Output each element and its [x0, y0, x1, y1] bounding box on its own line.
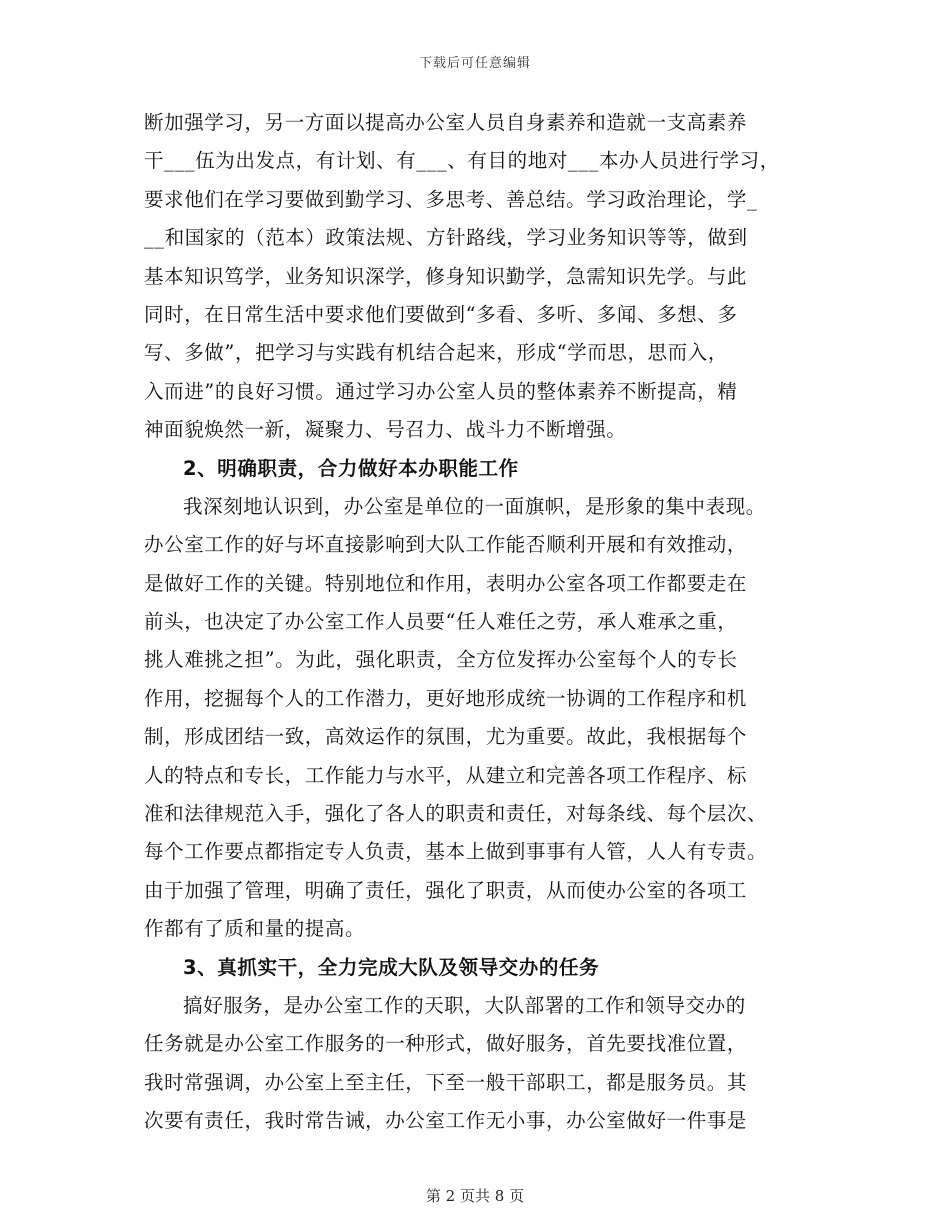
paragraph-line: 断加强学习，另一方面以提高办公室人员自身素养和造就一支高素养	[144, 111, 748, 134]
paragraph-line: 基本知识笃学，业务知识深学，修身知识勤学，急需知识先学。与此	[144, 264, 748, 288]
paragraph-line: 我深刻地认识到，办公室是单位的一面旗帜，是形象的集中表现。	[183, 494, 766, 518]
paragraph-line: 每个工作要点都指定专人负责，基本上做到事事有人管，人人有专责。	[144, 840, 768, 864]
paragraph-line: __和国家的（范本）政策法规、方针路线，学习业务知识等等，做到	[144, 226, 748, 250]
paragraph-line: 干___伍为出发点，有计划、有___、有目的地对___本办人员进行学习，	[144, 149, 780, 173]
section-heading: 2、明确职责，合力做好本办职能工作	[183, 456, 519, 480]
paragraph-line: 挑人难挑之担”。为此，强化职责，全方位发挥办公室每个人的专长	[144, 648, 738, 672]
paragraph-line: 前头，也决定了办公室工作人员要“任人难任之劳，承人难承之重，	[144, 610, 738, 634]
paragraph-line: 任务就是办公室工作服务的一种形式，做好服务，首先要找准位置，	[144, 1032, 748, 1056]
paragraph-line: 要求他们在学习要做到勤学习、多思考、善总结。学习政治理论，学_	[144, 187, 758, 211]
paragraph-line: 办公室工作的好与坏直接影响到大队工作能否顺利开展和有效推动，	[144, 533, 748, 557]
paragraph-line: 同时，在日常生活中要求他们要做到“多看、多听、多闻、多想、多	[144, 302, 738, 326]
paragraph-line: 搞好服务，是办公室工作的天职，大队部署的工作和领导交办的	[183, 993, 746, 1017]
paragraph-line: 是做好工作的关键。特别地位和作用，表明办公室各项工作都要走在	[144, 571, 748, 595]
paragraph-line: 准和法律规范入手，强化了各人的职责和责任，对每条线、每个层次、	[144, 802, 768, 826]
paragraph-line: 我时常强调，办公室上至主任，下至一般干部职工，都是服务员。其	[144, 1070, 748, 1094]
paragraph-line: 作都有了质和量的提高。	[144, 917, 366, 941]
page-header: 下载后可任意编辑	[418, 56, 531, 71]
paragraph-line: 人的特点和专长，工作能力与水平，从建立和完善各项工作程序、标	[144, 763, 748, 787]
document-body	[144, 104, 809, 1141]
paragraph-line: 由于加强了管理，明确了责任，强化了职责，从而使办公室的各项工	[144, 878, 748, 902]
paragraph-line: 作用，挖掘每个人的工作潜力，更好地形成统一协调的工作程序和机	[144, 686, 748, 710]
paragraph-line: 写、多做”，把学习与实践有机结合起来，形成“学而思，思而入，	[144, 341, 728, 365]
paragraph-line: 制，形成团结一致，高效运作的氛围，尤为重要。故此，我根据每个	[144, 725, 748, 749]
paragraph-line: 入而进”的良好习惯。通过学习办公室人员的整体素养不断提高，精	[144, 379, 738, 403]
paragraph-line: 次要有责任，我时常告诫，办公室工作无小事，办公室做好一件事是	[144, 1109, 748, 1133]
section-heading: 3、真抓实干，全力完成大队及领导交办的任务	[183, 955, 600, 979]
paragraph-line: 神面貌焕然一新，凝聚力、号召力、战斗力不断增强。	[144, 418, 627, 442]
page-number: 第 2 页共 8 页	[425, 1187, 525, 1205]
